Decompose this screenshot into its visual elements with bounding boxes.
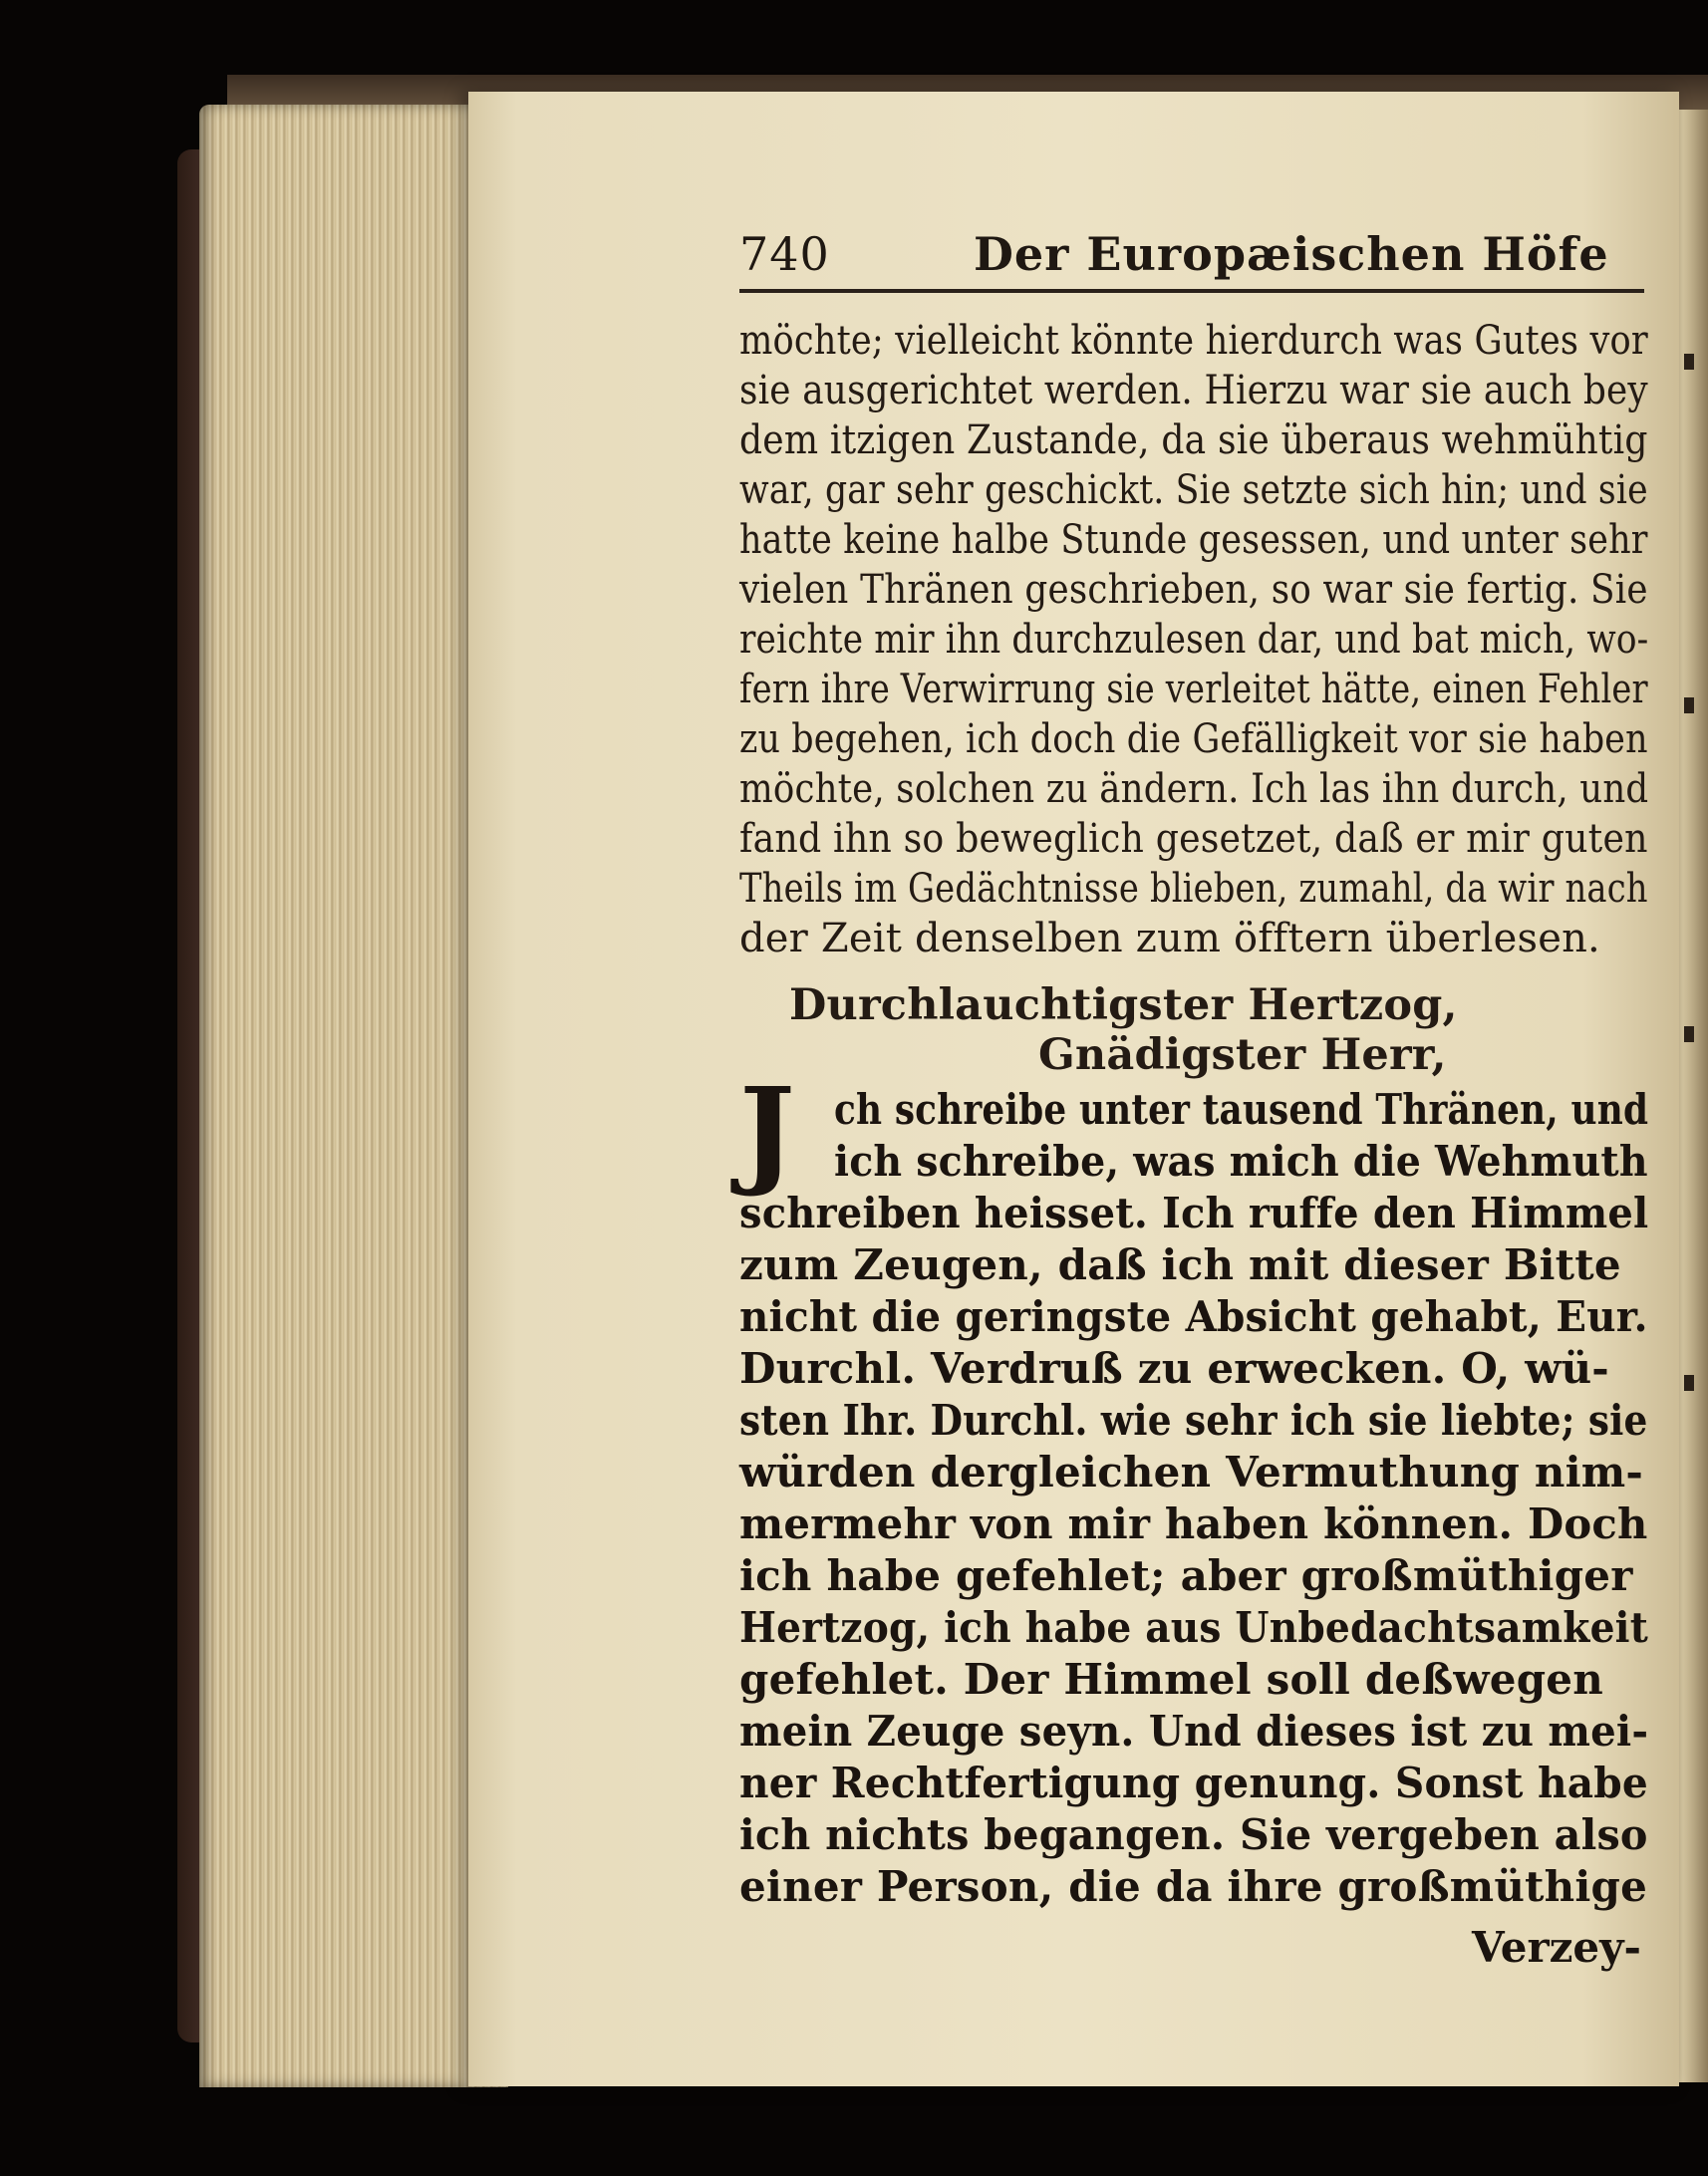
letter-line: Hertzog, ich habe aus Unbedachtsamkeit xyxy=(739,1603,1648,1652)
letter-line: nicht die geringste Absicht gehabt, Eur. xyxy=(739,1292,1648,1341)
letter-line: einer Person, die da ihre großmüthige xyxy=(739,1862,1648,1911)
letter-line: würden dergleichen Vermuthung nim- xyxy=(739,1448,1643,1496)
text-line: reichte mir ihn durchzulesen dar, und bat mich, wo- xyxy=(739,617,1649,663)
text-line: hatte keine halbe Stunde gesessen, und unter sehr xyxy=(739,517,1648,563)
text-line: sie ausgerichtet werden. Hierzu war sie auch bey xyxy=(739,368,1648,413)
text-line: möchte; vielleicht könnte hierdurch was Gutes vor xyxy=(739,318,1648,364)
letter-line: ch schreibe unter tausend Thränen, und xyxy=(834,1085,1649,1134)
text-line: vielen Thränen geschrieben, so war sie fertig. Sie xyxy=(739,567,1648,613)
text-line: zu begehen, ich doch die Gefälligkeit vor sie haben xyxy=(739,716,1648,762)
header-rule xyxy=(739,289,1644,293)
salutation-line: Gnädigster Herr, xyxy=(1038,1030,1447,1080)
page-header xyxy=(739,227,1646,287)
letter-line: sten Ihr. Durchl. wie sehr ich sie liebte; sie xyxy=(739,1396,1648,1445)
letter-line: mermehr von mir haben können. Doch xyxy=(739,1499,1648,1548)
next-page-mark xyxy=(1684,697,1694,713)
next-page-mark xyxy=(1684,1026,1694,1042)
letter-line: schreiben heisset. Ich ruffe den Himmel xyxy=(739,1189,1649,1237)
text-line: der Zeit denselben zum öfftern überlesen. xyxy=(739,916,1600,961)
letter-line: ich habe gefehlet; aber großmüthiger xyxy=(739,1551,1633,1600)
catchword: Verzey- xyxy=(1472,1923,1641,1972)
letter-line: Durchl. Verdruß zu erwecken. O, wü- xyxy=(739,1344,1609,1393)
text-line: Theils im Gedächtnisse blieben, zumahl, da wir nach xyxy=(739,866,1648,912)
next-page-mark xyxy=(1684,1375,1694,1391)
text-line: dem itzigen Zustande, da sie überaus wehmühtig xyxy=(739,417,1648,463)
page-block-edges xyxy=(199,105,508,2087)
letter-line: ner Rechtfertigung genung. Sonst habe xyxy=(739,1759,1648,1807)
next-page-mark xyxy=(1684,354,1694,370)
letter-line: gefehlet. Der Himmel soll deßwegen xyxy=(739,1655,1603,1704)
letter-line: ich nichts begangen. Sie vergeben also xyxy=(739,1810,1648,1859)
text-line: möchte, solchen zu ändern. Ich las ihn durch, und xyxy=(739,766,1649,812)
drop-cap: J xyxy=(739,1061,795,1200)
letter-line: mein Zeuge seyn. Und dieses ist zu mei- xyxy=(739,1707,1649,1756)
text-line: fand ihn so beweglich gesetzet, daß er mir guten xyxy=(739,816,1648,862)
running-head: Der Europæischen Höfe xyxy=(974,227,1609,281)
letter-line: zum Zeugen, daß ich mit dieser Bitte xyxy=(739,1240,1621,1289)
letter-line: ich schreibe, was mich die Wehmuth xyxy=(834,1137,1648,1186)
text-line: fern ihre Verwirrung sie verleitet hätte, einen Fehler xyxy=(739,667,1648,712)
page-number: 740 xyxy=(739,227,830,281)
text-line: war, gar sehr geschickt. Sie setzte sich hin; und sie xyxy=(739,467,1648,513)
salutation-line: Durchlauchtigster Hertzog, xyxy=(789,980,1458,1030)
